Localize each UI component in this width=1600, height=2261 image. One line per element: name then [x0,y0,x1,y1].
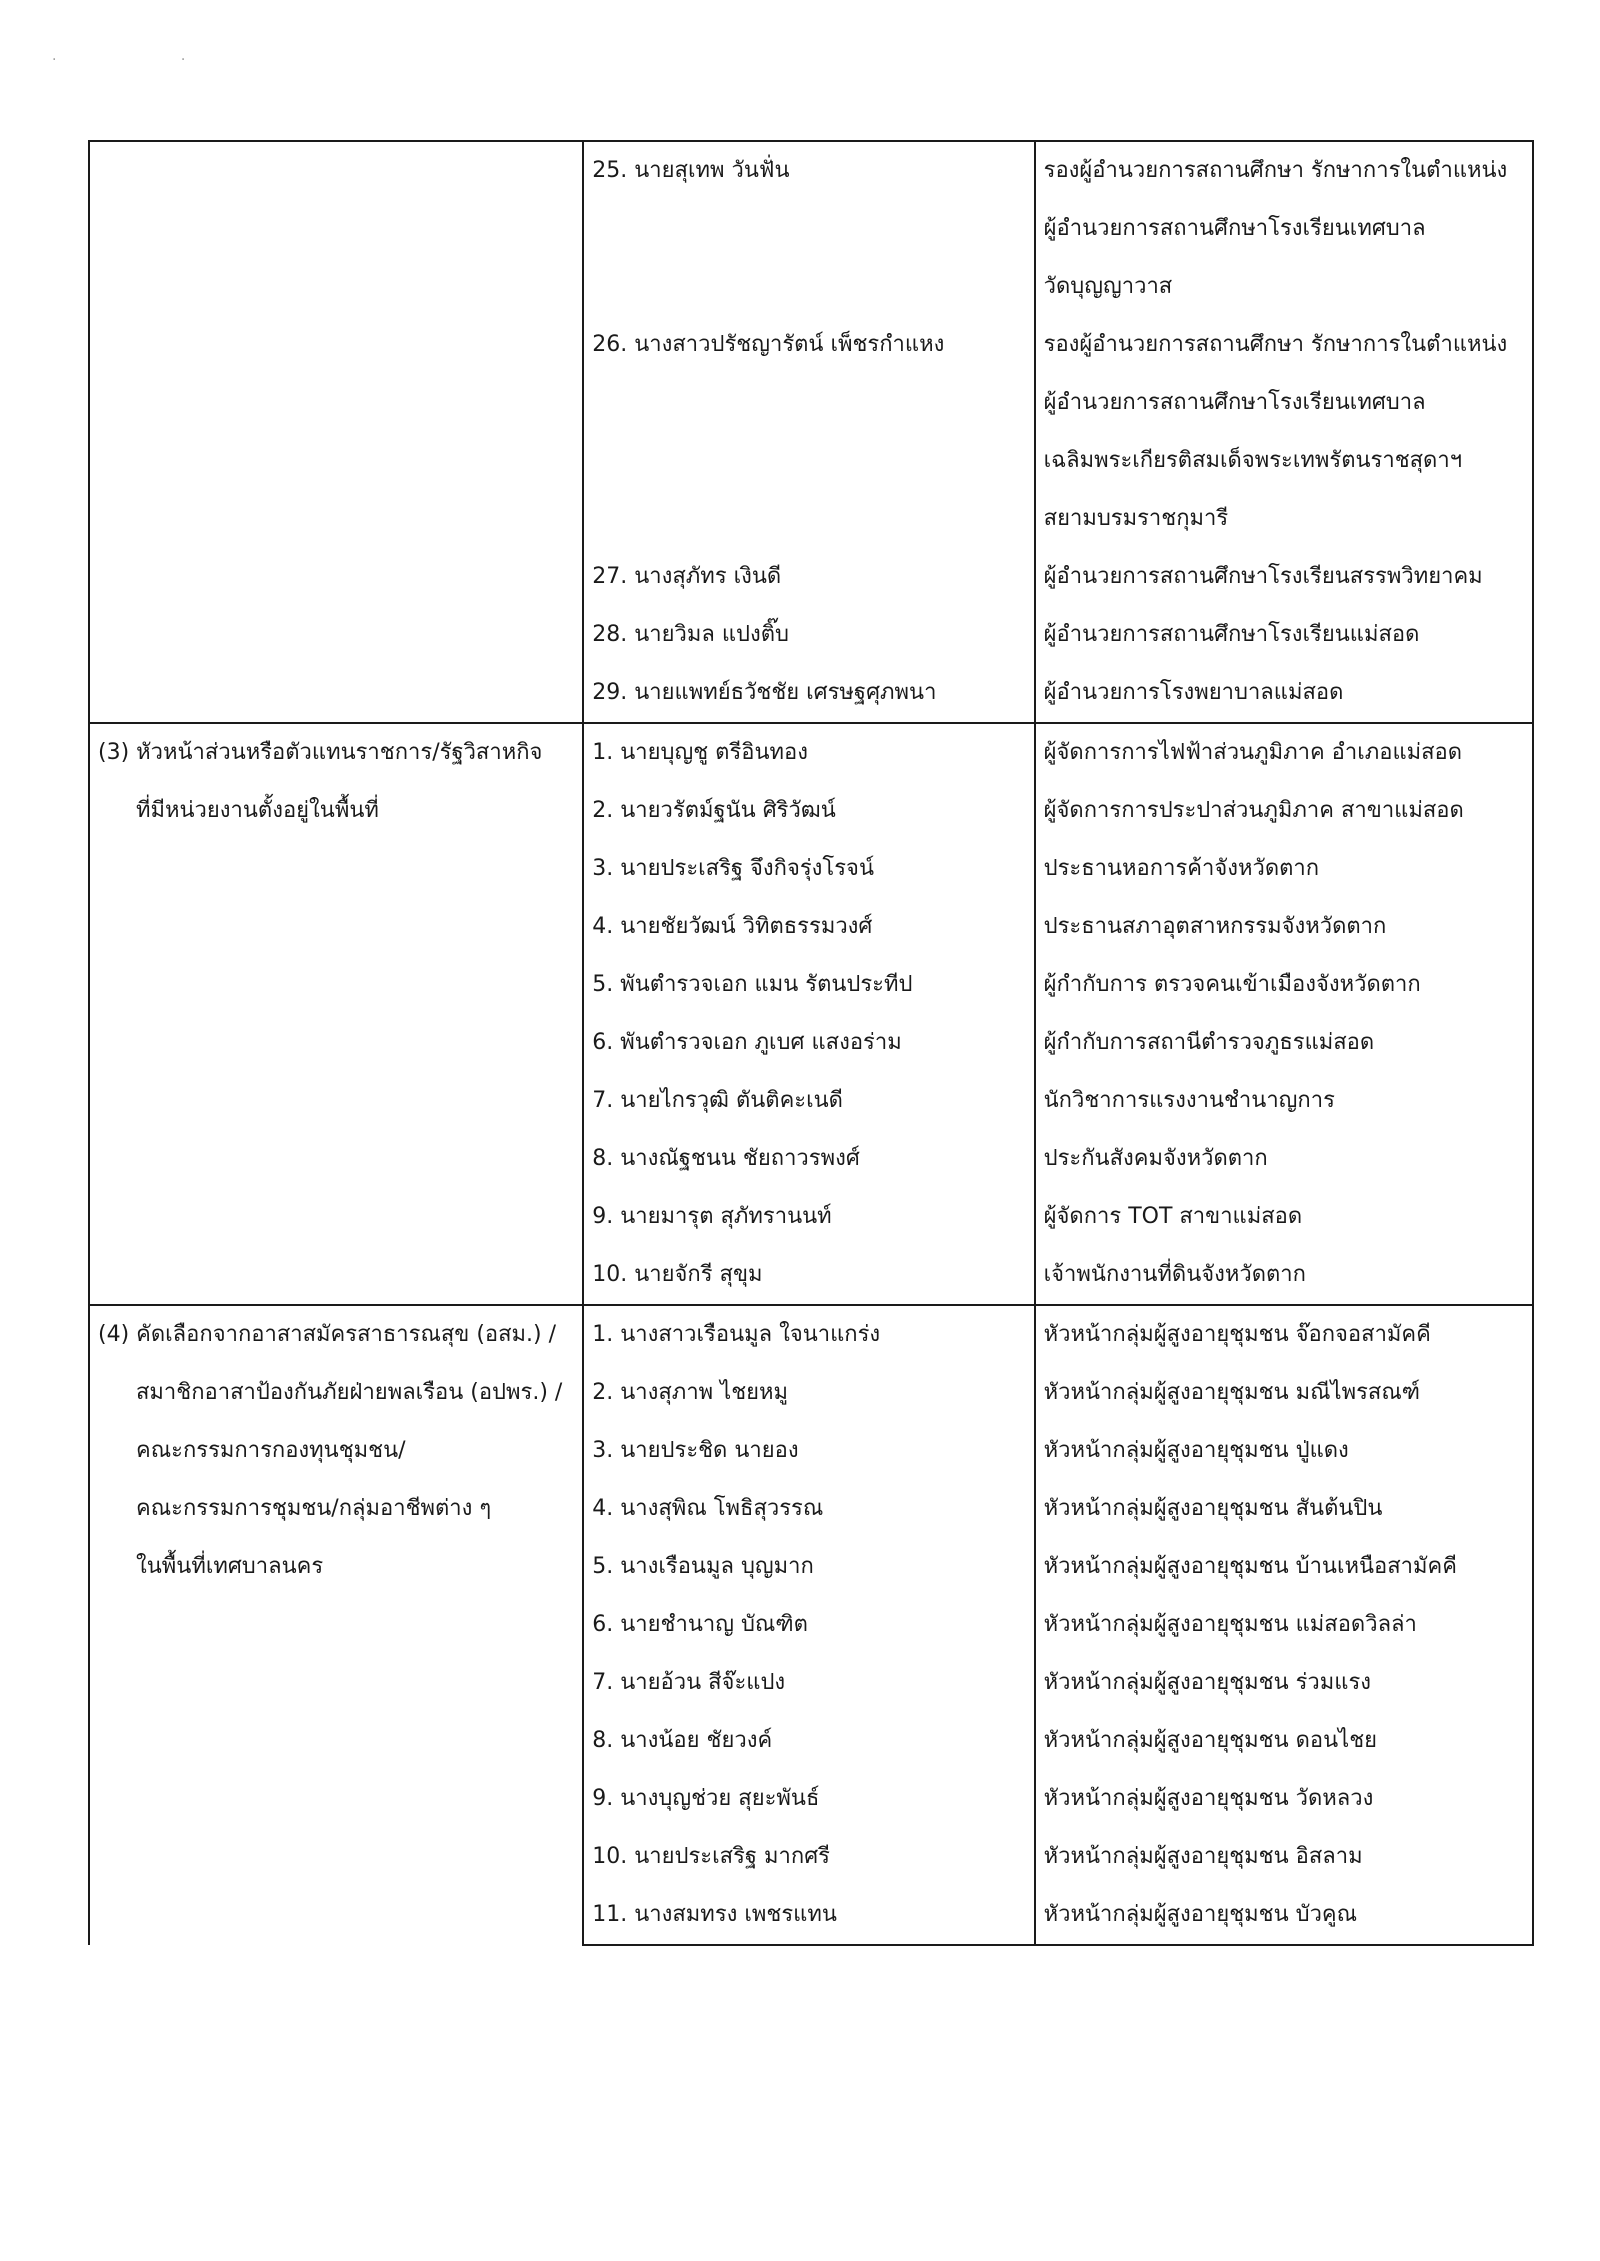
member-name: 29. นายแพทย์ธวัชชัย เศรษฐศุภพนา [592,680,937,705]
member-position-line: สยามบรมราชกุมารี [1043,506,1229,531]
member-position-cell [1035,606,1533,664]
member-position-cell [1035,1538,1533,1596]
member-name-cell [583,1422,1034,1480]
member-position-line: ผู้กำกับการสถานีตำรวจภูธรแม่สอด [1043,1030,1375,1055]
member-name-cell [583,606,1034,664]
member-position-line: หัวหน้ากลุ่มผู้สูงอายุชุมชน วัดหลวง [1043,1786,1374,1811]
member-position-line: วัดบุญญาวาส [1043,274,1173,299]
member-name-cell [583,548,1034,606]
member-name: 8. นางณัฐชนน ชัยถาวรพงศ์ [592,1146,860,1171]
table-row [89,141,1533,316]
member-position-cell [1035,664,1533,723]
member-name: 26. นางสาวปรัชญารัตน์ เพ็ชรกำแหง [592,332,945,357]
member-position-line: หัวหน้ากลุ่มผู้สูงอายุชุมชน บัวคูณ [1043,1902,1358,1927]
member-name-cell [583,1188,1034,1246]
member-name: 4. นางสุพิณ โพธิสุวรรณ [592,1496,824,1521]
member-name-cell [583,1596,1034,1654]
member-position-cell [1035,1770,1533,1828]
member-name: 5. นางเรือนมูล บุญมาก [592,1554,814,1579]
committee-table [88,140,1534,1946]
category-line: (3) หัวหน้าส่วนหรือตัวแทนราชการ/รัฐวิสาหกิจ [98,740,543,765]
member-name-cell [583,1886,1034,1945]
table-row [89,1305,1533,1364]
member-name-cell [583,1364,1034,1422]
category-line: คณะกรรมการกองทุนชุมชน/ [136,1438,406,1463]
member-name-cell [583,1072,1034,1130]
scan-artifact: · · [52,52,246,68]
member-position-line: ประธานสภาอุตสาหกรรมจังหวัดตาก [1043,914,1387,939]
member-position-line: หัวหน้ากลุ่มผู้สูงอายุชุมชน แม่สอดวิลล่า [1043,1612,1417,1637]
member-position-line: ผู้อำนวยการสถานศึกษาโรงเรียนเทศบาล [1043,390,1426,415]
member-position-cell [1035,1014,1533,1072]
category-line: สมาชิกอาสาป้องกันภัยฝ่ายพลเรือน (อปพร.) / [136,1380,563,1405]
member-name-cell [583,1305,1034,1364]
member-position-cell [1035,898,1533,956]
member-position-line: หัวหน้ากลุ่มผู้สูงอายุชุมชน สันต้นปิน [1043,1496,1383,1521]
member-name-cell [583,898,1034,956]
member-name-cell [583,1480,1034,1538]
committee-table-body [89,141,1533,1945]
member-position-cell [1035,1130,1533,1188]
member-name: 10. นายจักรี สุขุม [592,1262,763,1287]
member-position-line: รองผู้อำนวยการสถานศึกษา รักษาการในตำแหน่ง [1043,332,1508,357]
member-position-line: เฉลิมพระเกียรติสมเด็จพระเทพรัตนราชสุดาฯ [1043,448,1463,473]
member-name: 11. นางสมทรง เพชรแทน [592,1902,837,1927]
category-line: (4) คัดเลือกจากอาสาสมัครสาธารณสุข (อสม.) / [98,1322,557,1347]
member-position-line: หัวหน้ากลุ่มผู้สูงอายุชุมชน ดอนไชย [1043,1728,1378,1753]
member-name-cell [583,1246,1034,1305]
member-position-line: ผู้อำนวยการสถานศึกษาโรงเรียนเทศบาล [1043,216,1426,241]
member-name: 25. นายสุเทพ วันฟั่น [592,158,790,183]
member-position-cell [1035,1712,1533,1770]
member-position-line: ผู้จัดการการประปาส่วนภูมิภาค สาขาแม่สอด [1043,798,1464,823]
member-name: 1. นายบุญชู ตรีอินทอง [592,740,808,765]
member-name: 5. พันตำรวจเอก แมน รัตนประทีป [592,972,913,997]
member-name-cell [583,956,1034,1014]
category-cell [89,141,583,723]
member-position-cell [1035,1246,1533,1305]
member-name-cell [583,840,1034,898]
member-position-line: นักวิชาการแรงงานชำนาญการ [1043,1088,1335,1113]
member-name-cell [583,1014,1034,1072]
member-position-line: หัวหน้ากลุ่มผู้สูงอายุชุมชน อิสลาม [1043,1844,1363,1869]
member-name: 4. นายชัยวัฒน์ วิทิตธรรมวงศ์ [592,914,873,939]
member-position-cell [1035,1188,1533,1246]
member-position-cell [1035,840,1533,898]
member-position-cell [1035,1364,1533,1422]
member-position-cell [1035,141,1533,316]
category-cell [89,723,583,1305]
member-position-line: ผู้อำนวยการสถานศึกษาโรงเรียนสรรพวิทยาคม [1043,564,1483,589]
member-position-line: ผู้อำนวยการสถานศึกษาโรงเรียนแม่สอด [1043,622,1420,647]
member-name: 8. นางน้อย ชัยวงค์ [592,1728,773,1753]
member-position-line: ประกันสังคมจังหวัดตาก [1043,1146,1268,1171]
member-position-line: หัวหน้ากลุ่มผู้สูงอายุชุมชน จ๊อกจอสามัคคี [1043,1322,1431,1347]
category-line: ในพื้นที่เทศบาลนคร [136,1554,324,1579]
member-name: 10. นายประเสริฐ มากศรี [592,1844,830,1869]
member-position-line: หัวหน้ากลุ่มผู้สูงอายุชุมชน ร่วมแรง [1043,1670,1372,1695]
member-name: 6. พันตำรวจเอก ภูเบศ แสงอร่าม [592,1030,902,1055]
member-name-cell [583,723,1034,782]
member-name: 2. นางสุภาพ ไชยหมู [592,1380,789,1405]
member-name-cell [583,782,1034,840]
member-name: 7. นายไกรวุฒิ ตันติคะเนดี [592,1088,843,1113]
member-position-cell [1035,1596,1533,1654]
member-name-cell [583,1770,1034,1828]
member-position-cell [1035,1828,1533,1886]
member-name-cell [583,1654,1034,1712]
member-position-cell [1035,1480,1533,1538]
member-position-cell [1035,956,1533,1014]
member-position-cell [1035,782,1533,840]
member-name: 2. นายวรัตม์ฐนัน ศิริวัฒน์ [592,798,836,823]
category-cell [89,1305,583,1945]
member-position-line: รองผู้อำนวยการสถานศึกษา รักษาการในตำแหน่ง [1043,158,1508,183]
member-name: 1. นางสาวเรือนมูล ใจนาแกร่ง [592,1322,881,1347]
member-position-line: หัวหน้ากลุ่มผู้สูงอายุชุมชน มณีไพรสณฑ์ [1043,1380,1421,1405]
category-line: ที่มีหน่วยงานตั้งอยู่ในพื้นที่ [136,798,379,823]
member-position-line: ผู้กำกับการ ตรวจคนเข้าเมืองจังหวัดตาก [1043,972,1421,997]
member-position-line: เจ้าพนักงานที่ดินจังหวัดตาก [1043,1262,1306,1287]
member-position-cell [1035,1305,1533,1364]
member-name-cell [583,1130,1034,1188]
member-position-cell [1035,316,1533,548]
member-position-cell [1035,1654,1533,1712]
member-position-cell [1035,1886,1533,1945]
member-name-cell [583,316,1034,548]
member-name: 27. นางสุภัทร เงินดี [592,564,782,589]
member-name: 6. นายชำนาญ บัณฑิต [592,1612,808,1637]
member-name: 28. นายวิมล แปงติ๊บ [592,622,789,647]
member-name-cell [583,1712,1034,1770]
member-name-cell [583,1828,1034,1886]
member-name: 9. นายมารุต สุภัทรานนท์ [592,1204,832,1229]
member-position-line: ประธานหอการค้าจังหวัดตาก [1043,856,1320,881]
member-name: 9. นางบุญช่วย สุยะพันธ์ [592,1786,820,1811]
member-position-cell [1035,548,1533,606]
member-name-cell [583,664,1034,723]
member-name-cell [583,1538,1034,1596]
member-position-line: ผู้จัดการการไฟฟ้าส่วนภูมิภาค อำเภอแม่สอด [1043,740,1463,765]
member-position-line: ผู้อำนวยการโรงพยาบาลแม่สอด [1043,680,1344,705]
member-position-cell [1035,1422,1533,1480]
member-name: 7. นายอ้วน สีจ๊ะแปง [592,1670,786,1695]
table-row [89,723,1533,782]
member-name-cell [583,141,1034,316]
member-position-line: หัวหน้ากลุ่มผู้สูงอายุชุมชน ปู่แดง [1043,1438,1349,1463]
member-position-cell [1035,723,1533,782]
member-name: 3. นายประชิด นายอง [592,1438,799,1463]
category-line: คณะกรรมการชุมชน/กลุ่มอาชีพต่าง ๆ [136,1496,492,1521]
member-position-cell [1035,1072,1533,1130]
member-name: 3. นายประเสริฐ จึงกิจรุ่งโรจน์ [592,856,874,881]
member-position-line: ผู้จัดการ TOT สาขาแม่สอด [1043,1204,1303,1229]
member-position-line: หัวหน้ากลุ่มผู้สูงอายุชุมชน บ้านเหนือสามัคคี [1043,1554,1457,1579]
